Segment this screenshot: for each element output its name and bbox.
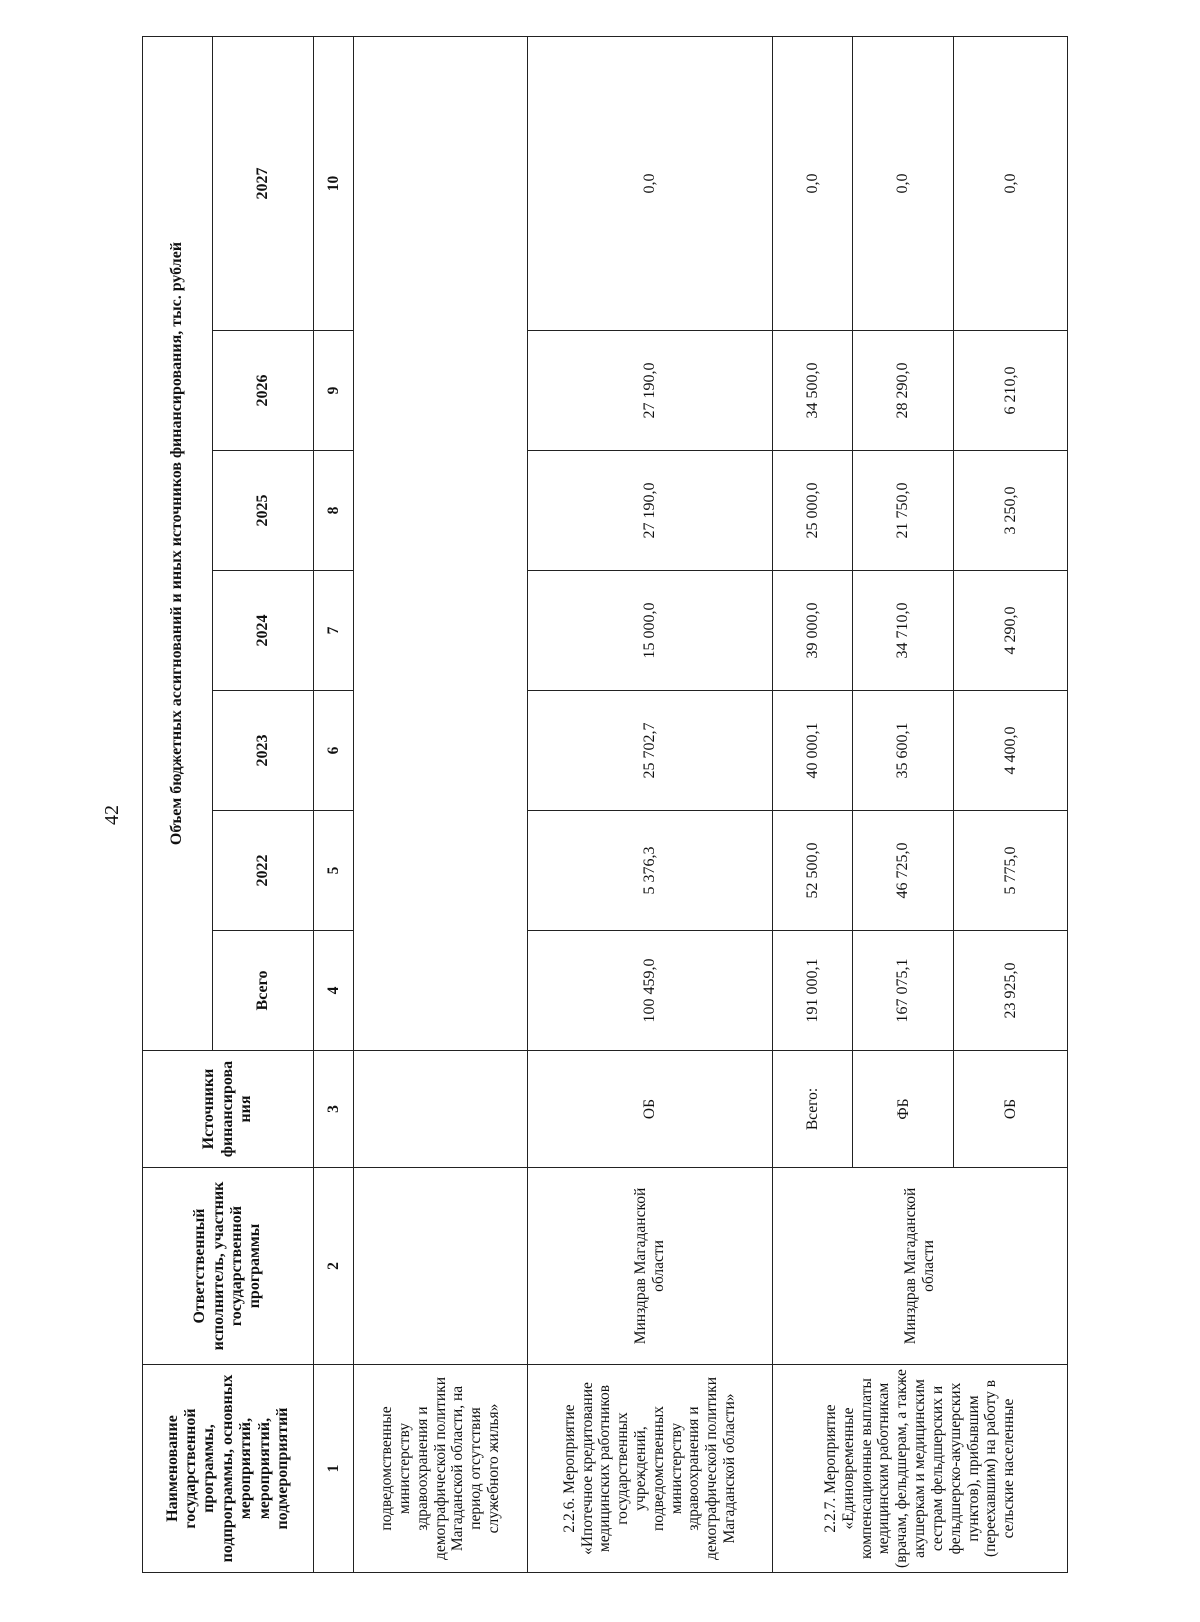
value-cell: 15 000,0: [527, 571, 772, 691]
header-col-name: Наименование государственной программы, подпрограммы, основных мероприятий, мероприятий, подмероприятий: [143, 1365, 314, 1573]
column-number: 9: [314, 331, 354, 451]
executor-cell: Минздрав Магаданской области: [773, 1168, 1068, 1365]
value-cell: 100 459,0: [527, 931, 772, 1051]
value-cell: 4 290,0: [954, 571, 1068, 691]
rotated-table-area: [142, 37, 1068, 1573]
value-cell: 0,0: [773, 37, 853, 331]
header-year: 2027: [213, 37, 314, 331]
value-cell: 3 250,0: [954, 451, 1068, 571]
value-cell: 0,0: [853, 37, 954, 331]
value-cell: 0,0: [527, 37, 772, 331]
source-cell: ФБ: [853, 1051, 954, 1168]
column-number: 4: [314, 931, 354, 1051]
value-cell: 35 600,1: [853, 691, 954, 811]
value-cell: 28 290,0: [853, 331, 954, 451]
value-cell: 167 075,1: [853, 931, 954, 1051]
header-year: 2025: [213, 451, 314, 571]
value-cell: 21 750,0: [853, 451, 954, 571]
executor-cell: Минздрав Магаданской области: [527, 1168, 772, 1365]
header-year: 2023: [213, 691, 314, 811]
header-row-1: [143, 37, 213, 1573]
value-cell: 6 210,0: [954, 331, 1068, 451]
source-cell: [354, 1051, 527, 1168]
column-number: 2: [314, 1168, 354, 1365]
column-numbers-row: [314, 37, 354, 1573]
value-cell: 52 500,0: [773, 811, 853, 931]
header-year: Всего: [213, 931, 314, 1051]
column-number: 7: [314, 571, 354, 691]
header-group-funding: Объем бюджетных ассигнований и иных источников финансирования, тыс. рублей: [143, 37, 213, 1051]
value-cell: 5 376,3: [527, 811, 772, 931]
column-number: 6: [314, 691, 354, 811]
measure-name: 2.2.6. Мероприятие «Ипотечное кредитование медицинских работников государственных учреждений, подведомственных министерству здравоохранения и демографической политики Магаданской области»: [527, 1365, 772, 1573]
value-cell: 39 000,0: [773, 571, 853, 691]
source-cell: ОБ: [954, 1051, 1068, 1168]
value-cell: 46 725,0: [853, 811, 954, 931]
executor-cell: [354, 1168, 527, 1365]
table-row: [354, 37, 527, 1573]
value-cell: 191 000,1: [773, 931, 853, 1051]
column-number: 5: [314, 811, 354, 931]
header-col-source: Источники финансирова ния: [143, 1051, 314, 1168]
empty-values-cell: [354, 37, 527, 1051]
measure-name: подведомственные министерству здравоохранения и демографической политики Магаданской области, на период отсутствия служебного жилья»: [354, 1365, 527, 1573]
budget-table: [142, 36, 1068, 1573]
value-cell: 34 500,0: [773, 331, 853, 451]
column-number: 1: [314, 1365, 354, 1573]
value-cell: 0,0: [954, 37, 1068, 331]
source-cell: Всего:: [773, 1051, 853, 1168]
column-number: 8: [314, 451, 354, 571]
source-cell: ОБ: [527, 1051, 772, 1168]
value-cell: 23 925,0: [954, 931, 1068, 1051]
value-cell: 25 000,0: [773, 451, 853, 571]
page-number: 42: [100, 805, 123, 825]
column-number: 3: [314, 1051, 354, 1168]
table-row: [773, 37, 853, 1573]
header-year: 2026: [213, 331, 314, 451]
value-cell: 40 000,1: [773, 691, 853, 811]
value-cell: 4 400,0: [954, 691, 1068, 811]
table-row: [527, 37, 772, 1573]
header-year: 2022: [213, 811, 314, 931]
header-col-executor: Ответственный исполнитель, участник государственной программы: [143, 1168, 314, 1365]
value-cell: 34 710,0: [853, 571, 954, 691]
measure-name: 2.2.7. Мероприятие «Единовременные компенсационные выплаты медицинским работникам (врачам, фельдшерам, а также акушеркам и медицинским сестрам фельдшерских и фельдшерско-акушерских пунктов), прибывшим (переехавшим) на работу в сельские населенные: [773, 1365, 1068, 1573]
value-cell: 5 775,0: [954, 811, 1068, 931]
value-cell: 25 702,7: [527, 691, 772, 811]
value-cell: 27 190,0: [527, 451, 772, 571]
value-cell: 27 190,0: [527, 331, 772, 451]
header-year: 2024: [213, 571, 314, 691]
column-number: 10: [314, 37, 354, 331]
